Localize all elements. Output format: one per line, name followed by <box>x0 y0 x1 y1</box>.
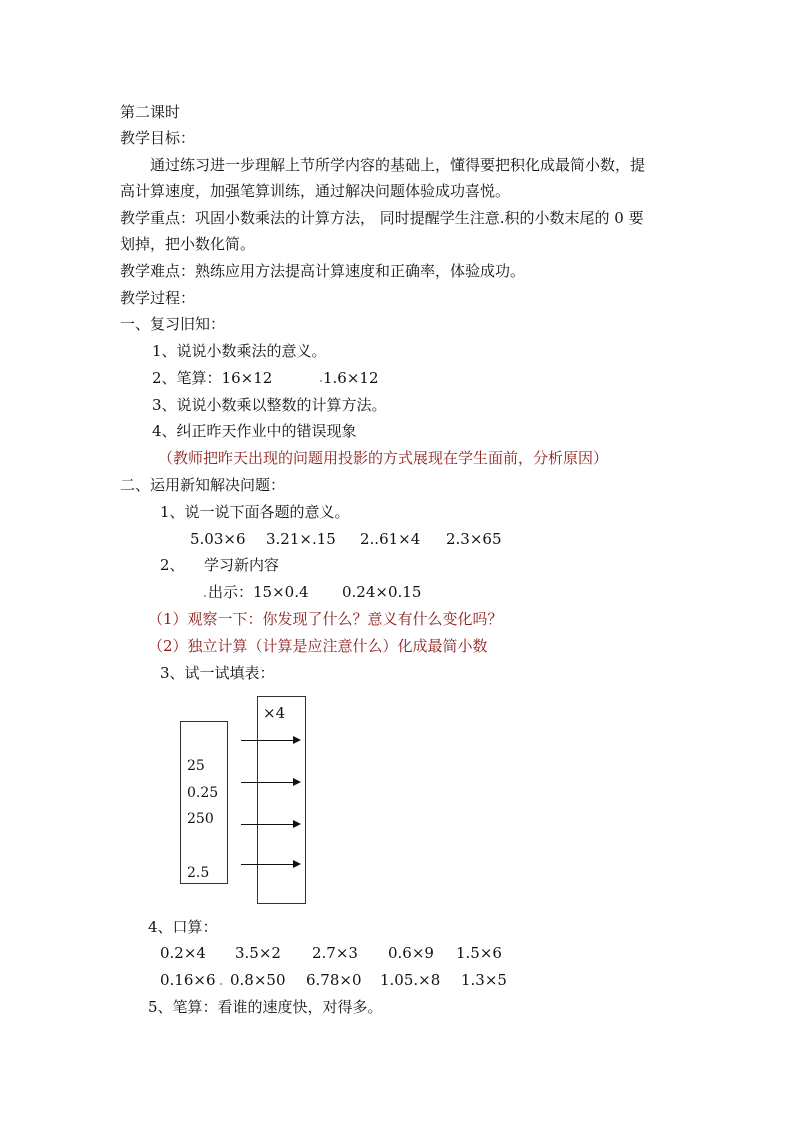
show-second: 0.24×0.15 <box>342 583 422 601</box>
arrow-row-1 <box>241 740 299 741</box>
oral-r1-4: 0.6×9 <box>388 944 434 962</box>
apply-item-3: 3、试一试填表： <box>160 664 275 682</box>
arrow-row-4 <box>241 864 299 865</box>
table-header-times-4: ×4 <box>263 704 286 722</box>
process-heading: 教学过程： <box>120 289 196 307</box>
output-column-box <box>257 696 306 904</box>
oral-r1-3: 2.7×3 <box>312 944 358 962</box>
question-1: （1）观察一下：你发现了什么？意义有什么变化吗？ <box>148 610 503 628</box>
oral-r1-2: 3.5×2 <box>235 944 281 962</box>
arrow-row-3 <box>241 824 299 825</box>
table-value-2: 0.25 <box>187 785 219 801</box>
key-point-line-2: 划掉，把小数化简。 <box>120 235 256 253</box>
expr-3: 2..61×4 <box>360 530 421 548</box>
oral-r1-1: 0.2×4 <box>160 944 206 962</box>
goal-line-1: 通过练习进一步理解上节所学内容的基础上，懂得要把积化成最简小数，提 <box>150 156 646 174</box>
oral-r2-2: 0.8×50 <box>230 971 286 989</box>
review-item-2-label: 2、笔算：16×12 <box>152 369 273 387</box>
stray-dot <box>320 380 322 382</box>
question-2: （2）独立计算（计算是应注意什么）化成最简小数 <box>148 637 488 655</box>
oral-r2-4: 1.05.×8 <box>380 971 441 989</box>
apply-heading: 二、运用新知解决问题： <box>120 476 286 494</box>
written-item-5: 5、笔算：看谁的速度快，对得多。 <box>148 998 383 1016</box>
review-heading: 一、复习旧知： <box>120 315 226 333</box>
review-item-4: 4、纠正昨天作业中的错误现象 <box>152 422 357 440</box>
table-value-4: 2.5 <box>187 865 210 881</box>
apply-item-2-number: 2、 <box>160 556 185 574</box>
stray-dot <box>220 983 222 985</box>
apply-item-2-text: 学习新内容 <box>204 556 280 574</box>
oral-heading: 4、口算： <box>148 918 218 936</box>
table-value-3: 250 <box>187 811 214 827</box>
oral-r1-5: 1.5×6 <box>456 944 502 962</box>
expr-4: 2.3×65 <box>446 530 502 548</box>
arrow-row-2 <box>241 782 299 783</box>
difficulty-line: 教学难点：熟练应用方法提高计算速度和正确率，体验成功。 <box>120 262 526 280</box>
oral-r2-5: 1.3×5 <box>461 971 507 989</box>
expr-1: 5.03×6 <box>190 530 246 548</box>
review-item-2 <box>152 368 272 388</box>
review-item-1: 1、说说小数乘法的意义。 <box>152 342 327 360</box>
table-value-1: 25 <box>187 758 205 774</box>
expr-2: 3.21×.15 <box>266 530 336 548</box>
goal-heading: 教学目标： <box>120 129 196 147</box>
input-column-box <box>180 721 228 884</box>
stray-dot <box>204 595 206 597</box>
review-item-2-second: 1.6×12 <box>323 369 379 387</box>
review-note: （教师把昨天出现的问题用投影的方式展现在学生面前，分析原因） <box>158 449 609 467</box>
show-label: 出示：15×0.4 <box>208 583 309 601</box>
review-item-3: 3、说说小数乘以整数的计算方法。 <box>152 396 387 414</box>
oral-r2-1: 0.16×6 <box>160 971 216 989</box>
apply-item-1: 1、说一说下面各题的意义。 <box>160 503 350 521</box>
lesson-title: 第二课时 <box>120 103 181 121</box>
oral-r2-3: 6.78×0 <box>306 971 362 989</box>
goal-line-2: 高计算速度，加强笔算训练，通过解决问题体验成功喜悦。 <box>120 182 511 200</box>
key-point-line-1: 教学重点：巩固小数乘法的计算方法， 同时提醒学生注意.积的小数末尾的 0 要 <box>120 209 644 227</box>
